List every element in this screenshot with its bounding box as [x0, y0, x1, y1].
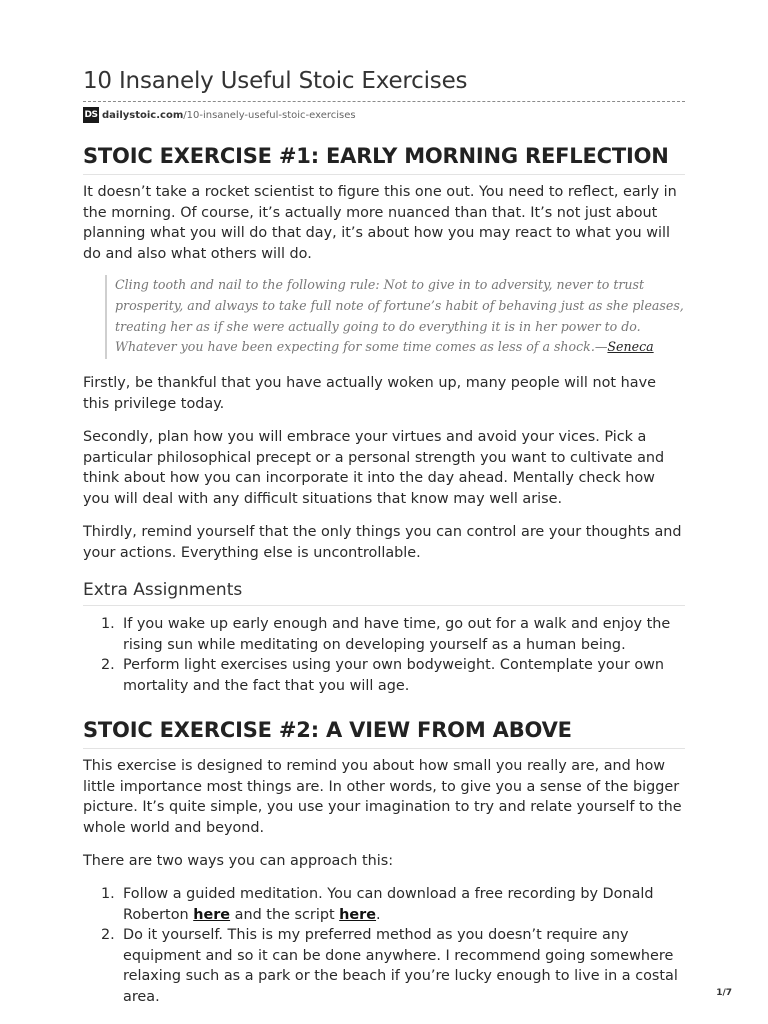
item-text-post: .	[376, 906, 381, 923]
section2-approach: There are two ways you can approach this:	[83, 853, 394, 869]
list-item	[83, 925, 685, 1007]
source-path[interactable]: /10-insanely-useful-stoic-exercises	[183, 109, 356, 121]
section2-heading-rule	[83, 748, 685, 749]
list-item	[83, 614, 685, 655]
quote-author-link[interactable]: Seneca	[607, 339, 654, 355]
quote-text: Cling tooth and nail to the following rule: Not to give in to adversity, never to trust prosperity, and always to take full note of fortune’s habit of behaving just as she pleases, treating her as if she were actually going to do everything it is in her power to do. Whatever you have been expecting for some time comes as less of a shock.—	[115, 277, 684, 355]
title-divider	[83, 101, 685, 102]
list-item	[83, 655, 685, 696]
section1-intro: It doesn’t take a rocket scientist to figure this one out. You need to reflect, early in the morning. Of course, it’s actually more nuanced than that. It’s not just about planning what you will do that day, it’s about how you may react to what you will do and also what others will do.	[83, 184, 677, 262]
seneca-quote	[105, 275, 685, 359]
list-item-number: 2.	[101, 657, 115, 673]
section2-intro: This exercise is designed to remind you about how small you really are, and how little importance most things are. In other words, to give you a sense of the bigger picture. It’s quite simple, you use your imagination to try and relate yourself to the whole world and beyond.	[83, 758, 682, 836]
page-number: 1/7	[716, 988, 732, 998]
approach-list	[83, 884, 685, 1007]
para-thirdly: Thirdly, remind yourself that the only things you can control are your thoughts and your actions. Everything else is uncontrollable.	[83, 524, 682, 561]
item-text-mid: and the script	[230, 906, 340, 923]
list-item-text: Do it yourself. This is my preferred method as you doesn’t require any equipment and so it can be done anywhere. I recommend going somewhere relaxing such as a park or the beach if you’re lucky enough to live in a costal area.	[123, 927, 678, 1005]
section2-heading: STOIC EXERCISE #2: A VIEW FROM ABOVE	[83, 718, 572, 742]
document-title: 10 Insanely Useful Stoic Exercises	[83, 68, 468, 94]
subheading-rule	[83, 605, 685, 606]
list-item-text: Perform light exercises using your own bodyweight. Contemplate your own mortality and the fact that you will age.	[123, 657, 665, 694]
section1-heading: STOIC EXERCISE #1: EARLY MORNING REFLECTION	[83, 144, 669, 168]
list-item-number: 2.	[101, 927, 115, 943]
dailystoic-logo-icon: DS	[83, 107, 99, 123]
source-line	[83, 106, 356, 124]
list-item-text: If you wake up early enough and have time, go out for a walk and enjoy the rising sun while meditating on developing yourself as a human being.	[123, 616, 671, 653]
list-item-text	[123, 886, 654, 923]
recording-here-link[interactable]: here	[193, 906, 231, 923]
assignments-list	[83, 614, 685, 696]
list-item-number: 1.	[101, 886, 115, 902]
source-domain[interactable]: dailystoic.com	[102, 109, 184, 121]
para-secondly: Secondly, plan how you will embrace your virtues and avoid your vices. Pick a particular philosophical precept or a personal strength you want to cultivate and think about how you can incorporate it into the day ahead. Mentally check how you will deal with any difficult situations that know may well arise.	[83, 429, 665, 507]
script-here-link[interactable]: here	[339, 906, 377, 923]
list-item	[83, 884, 685, 925]
item-text-pre: Follow a guided meditation. You can download a free recording by Donald Roberton	[123, 886, 654, 923]
extra-assignments-heading: Extra Assignments	[83, 580, 243, 600]
list-item-number: 1.	[101, 616, 115, 632]
section1-heading-rule	[83, 174, 685, 175]
para-firstly: Firstly, be thankful that you have actually woken up, many people will not have this privilege today.	[83, 375, 656, 412]
